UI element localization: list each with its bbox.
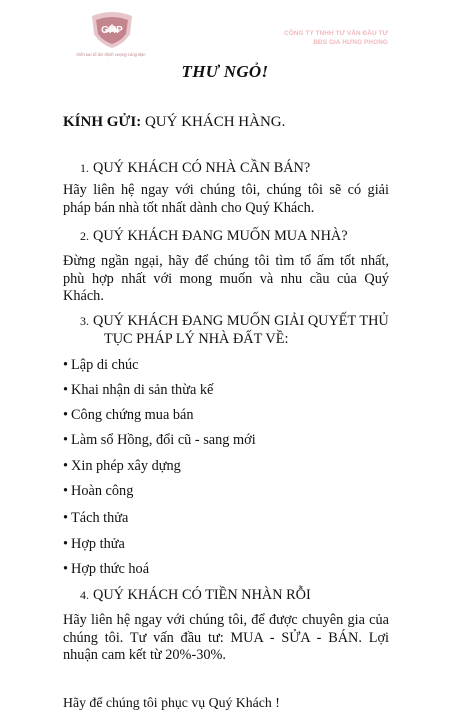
list-item: • Lập di chúc: [63, 357, 139, 373]
section-4-body-line-1: Hãy liên hệ ngay với chúng tôi, để được chuyên gia của: [63, 612, 389, 628]
section-2-number: 2.: [80, 229, 89, 243]
section-4-body-line-2: chúng tôi. Tư vấn đầu tư: MUA - SỬA - BÁN. Lợi: [63, 629, 389, 646]
letter-title: THƯ NGỎ!: [181, 62, 269, 81]
list-item-text: Tách thửa: [71, 510, 129, 526]
ghp-logo: [84, 10, 140, 50]
section-2-heading: [80, 228, 348, 245]
company-name: [284, 29, 388, 47]
greeting: [63, 114, 285, 131]
list-item-text: Làm sổ Hồng, đổi cũ - sang mới: [71, 432, 256, 448]
section-4-heading: [80, 587, 311, 604]
list-item-text: Khai nhận di sản thừa kế: [71, 382, 214, 398]
list-item: • Làm sổ Hồng, đổi cũ - sang mới: [63, 432, 256, 448]
greeting-label: KÍNH GỬI:: [63, 114, 142, 130]
section-4-number: 4.: [80, 588, 89, 602]
section-1-heading-text: QUÝ KHÁCH CÓ NHÀ CẦN BÁN?: [93, 160, 311, 176]
section-2-body-line-1: Đừng ngần ngại, hãy để chúng tôi tìm tổ ấm tốt nhất,: [63, 253, 389, 269]
section-2-body-line-3: Khách.: [63, 288, 104, 304]
section-2-heading-text: QUÝ KHÁCH ĐANG MUỐN MUA NHÀ?: [93, 228, 348, 244]
logo-text: GHP: [101, 25, 123, 36]
section-4-heading-text: QUÝ KHÁCH CÓ TIỀN NHÀN RỖI: [93, 587, 311, 603]
closing-text: Hãy để chúng tôi phục vụ Quý Khách !: [63, 695, 280, 710]
section-3-number: 3.: [80, 314, 89, 328]
list-item: • Xin phép xây dựng: [63, 458, 181, 474]
list-item: • Hoàn công: [63, 483, 134, 499]
company-line-1: CÔNG TY TNHH TƯ VẤN ĐẦU TƯ: [284, 30, 388, 37]
list-item-text: Hợp thức hoá: [71, 561, 150, 577]
section-1-heading: [80, 160, 310, 177]
section-3-heading: [80, 313, 389, 330]
company-line-2: BĐS GIA HƯNG PHONG: [313, 39, 388, 46]
logo-tagline: Kiến tạo tổ ấm thịnh vượng cùng Bạn: [76, 52, 146, 57]
list-item: • Tách thửa: [63, 510, 129, 526]
list-item: • Khai nhận di sản thừa kế: [63, 382, 214, 398]
section-1-body-line-1: Hãy liên hệ ngay với chúng tôi, chúng tôi sẽ có giải: [63, 182, 389, 198]
list-item-text: Lập di chúc: [71, 357, 139, 373]
list-item: • Hợp thức hoá: [63, 561, 150, 577]
list-item-text: Công chứng mua bán: [71, 407, 194, 423]
list-item-text: Hợp thửa: [71, 536, 125, 552]
greeting-recipient: QUÝ KHÁCH HÀNG.: [144, 114, 286, 130]
section-1-body-line-2: pháp bán nhà tốt nhất dành cho Quý Khách.: [63, 199, 315, 216]
section-4-body: [63, 612, 389, 665]
section-4-body-line-3: nhuận cam kết từ 20%-30%.: [63, 647, 226, 663]
section-2-body-line-2: phù hợp nhất với mong muốn và nhu cầu của Quý: [63, 270, 389, 287]
section-3-heading-line-1: QUÝ KHÁCH ĐANG MUỐN GIẢI QUYẾT THỦ: [93, 313, 389, 329]
section-1-number: 1.: [80, 161, 89, 175]
section-1-body: [63, 182, 389, 217]
list-item: • Hợp thửa: [63, 536, 125, 552]
list-item-text: Xin phép xây dựng: [71, 458, 181, 474]
section-2-body: [63, 253, 389, 306]
list-item-text: Hoàn công: [71, 483, 134, 499]
section-3-heading-line-2: TỤC PHÁP LÝ NHÀ ĐẤT VỀ:: [104, 331, 289, 347]
list-item: • Công chứng mua bán: [63, 407, 194, 423]
